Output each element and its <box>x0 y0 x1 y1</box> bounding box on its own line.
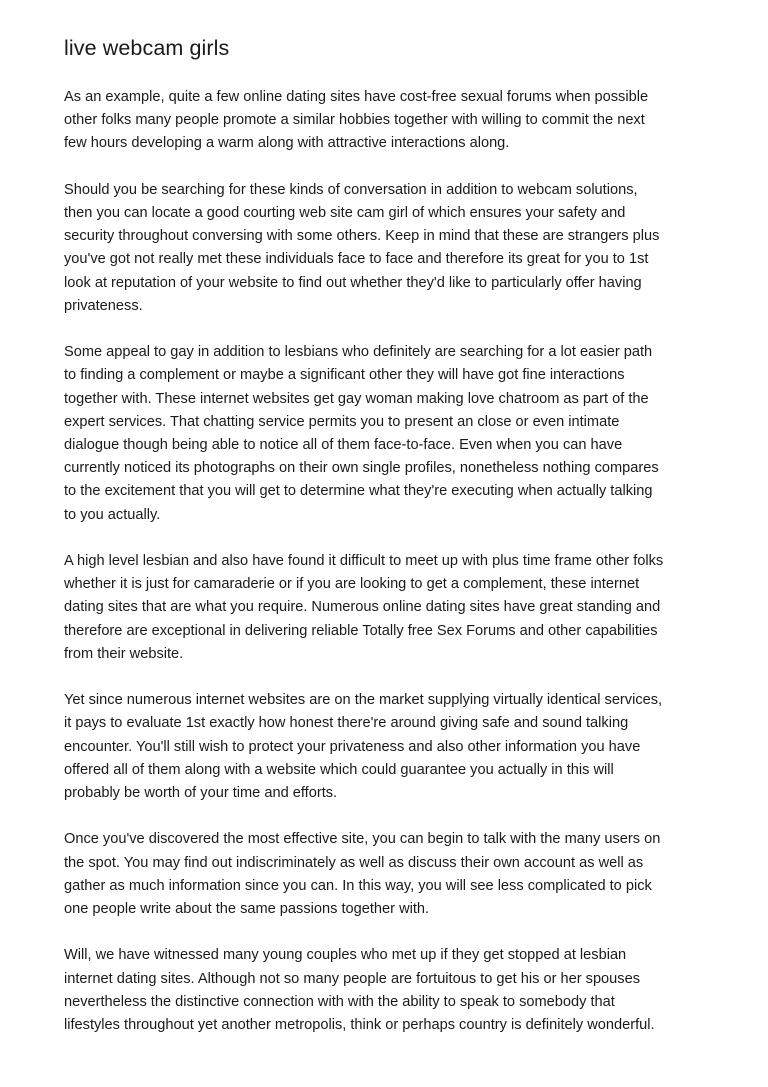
paragraph-1 <box>64 86 724 156</box>
paragraph-line: Yet since numerous internet websites are on the market supplying virtually identical services, <box>64 692 663 709</box>
paragraph-6 <box>64 828 724 921</box>
paragraph-line: Once you've discovered the most effective site, you can begin to talk with the many users on <box>64 831 661 848</box>
paragraph-5 <box>64 689 724 805</box>
paragraph-line: therefore are exceptional in delivering reliable Totally free Sex Forums and other capabilities <box>64 622 658 639</box>
paragraph-line: internet dating sites. Although not so many people are fortuitous to get his or her spouses <box>64 970 640 987</box>
paragraph-line: whether it is just for camaraderie or if you are looking to get a complement, these internet <box>64 576 640 593</box>
paragraph-line: A high level lesbian and also have found it difficult to meet up with plus time frame other folks <box>64 553 664 570</box>
paragraph-2 <box>64 179 724 318</box>
paragraph-line: Should you be searching for these kinds of conversation in addition to webcam solutions, <box>64 181 638 198</box>
paragraph-line: Will, we have witnessed many young couples who met up if they get stopped at lesbian <box>64 947 627 964</box>
paragraph-line: dating sites that are what you require. Numerous online dating sites have great standing and <box>64 599 661 616</box>
paragraph-line: look at reputation of your website to find out whether they'd like to particularly offer having <box>64 274 642 291</box>
paragraph-4 <box>64 550 724 666</box>
paragraph-line: nevertheless the distinctive connection with with the ability to speak to somebody that <box>64 993 615 1010</box>
paragraph-line: privateness. <box>64 297 143 314</box>
paragraph-line: dialogue though being able to notice all of them face-to-face. Even when you can have <box>64 437 623 454</box>
paragraph-line: encounter. You'll still wish to protect your privateness and also other information you have <box>64 738 641 755</box>
paragraph-line: together with. These internet websites get gay woman making love chatroom as part of the <box>64 390 649 407</box>
paragraph-7 <box>64 944 724 1037</box>
paragraph-line: probably be worth of your time and efforts. <box>64 785 338 802</box>
paragraph-line: to the excitement that you will get to determine what they're executing when actually talking <box>64 483 653 500</box>
document-title: live webcam girls <box>64 36 230 60</box>
paragraph-3 <box>64 341 724 527</box>
paragraph-line: to you actually. <box>64 506 161 523</box>
paragraph-line: it pays to evaluate 1st exactly how honest there're around giving safe and sound talking <box>64 715 629 732</box>
paragraph-line: few hours developing a warm along with attractive interactions along. <box>64 135 510 152</box>
paragraph-line: gather as much information since you can. In this way, you will see less complicated to pick <box>64 877 652 894</box>
paragraph-line: the spot. You may find out indiscriminately as well as discuss their own account as well as <box>64 854 644 871</box>
paragraph-line: one people write about the same passions together with. <box>64 901 430 918</box>
paragraph-line: Some appeal to gay in addition to lesbians who definitely are searching for a lot easier path <box>64 344 653 361</box>
paragraph-line: lifestyles throughout yet another metropolis, think or perhaps country is definitely wonderful. <box>64 1017 655 1034</box>
paragraph-line: then you can locate a good courting web site cam girl of which ensures your safety and <box>64 205 626 221</box>
paragraph-line: expert services. That chatting service permits you to present an close or even intimate <box>64 413 620 430</box>
document-page <box>64 28 724 1060</box>
paragraph-line: security throughout conversing with some others. Keep in mind that these are strangers plus <box>64 228 660 245</box>
paragraph-line: offered all of them along with a website which could guarantee you actually in this will <box>64 761 614 778</box>
paragraph-line: to finding a complement or maybe a significant other they will have got fine interactions <box>64 367 625 384</box>
paragraph-line: currently noticed its photographs on their own single profiles, nonetheless nothing compares <box>64 460 659 477</box>
paragraph-line: other folks many people promote a similar hobbies together with willing to commit the next <box>64 112 645 129</box>
paragraph-line: As an example, quite a few online dating sites have cost-free sexual forums when possible <box>64 89 649 105</box>
paragraph-line: you've got not really met these individuals face to face and therefore its great for you to 1st <box>64 251 649 268</box>
paragraph-line: from their website. <box>64 645 184 662</box>
